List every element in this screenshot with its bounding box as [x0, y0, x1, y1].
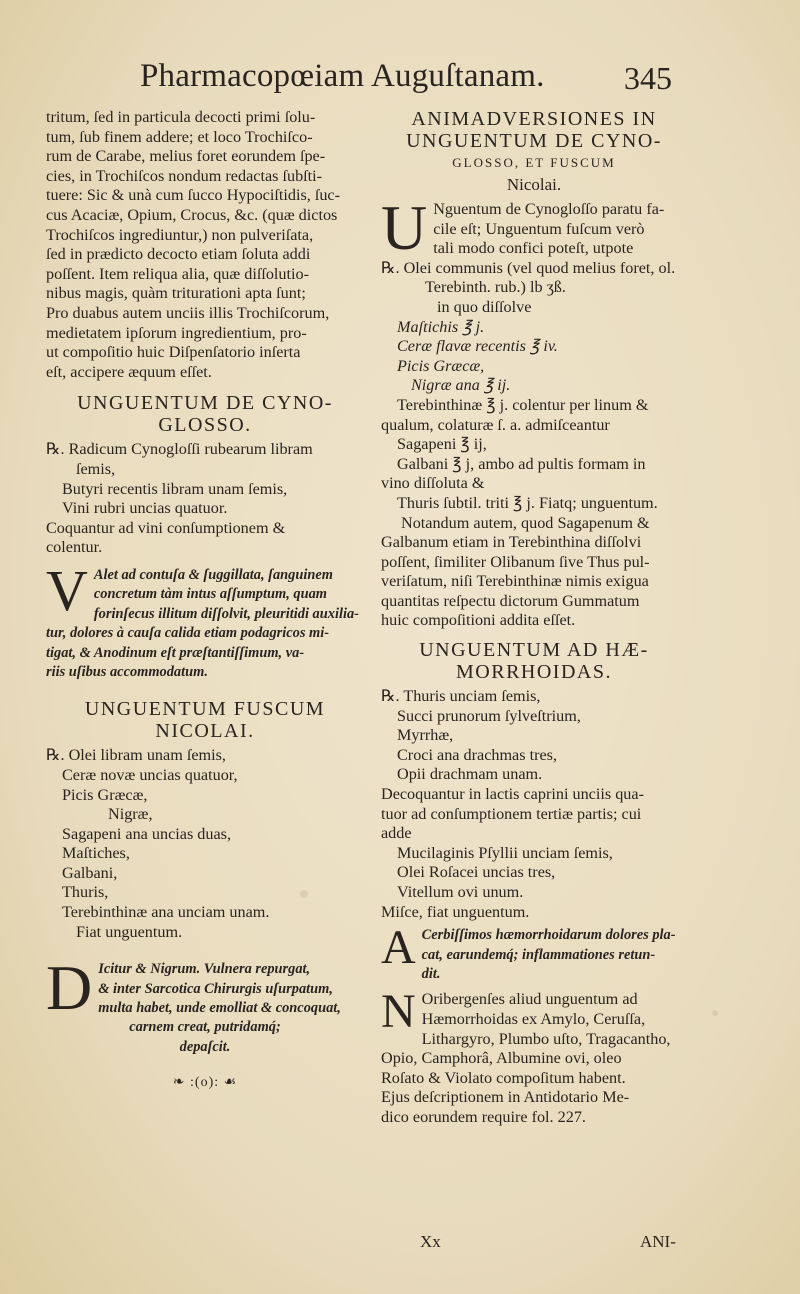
commentary-cynoglosso — [46, 557, 364, 682]
heading-line: UNGUENTUM DE CYNO- — [406, 130, 662, 152]
text-line: Roſato & Violato compoſitum habent. — [381, 1068, 626, 1087]
section-heading-animadversiones — [381, 108, 687, 196]
text-line: depaſcit. — [179, 1038, 231, 1055]
commentary-fuscum — [46, 952, 364, 1057]
animadversiones-body — [381, 192, 687, 631]
text-line: cus Acaciæ, Opium, Crocus, &c. (quæ dictos — [46, 205, 338, 224]
text-line: huic compoſitioni addita eſſet. — [381, 611, 576, 630]
left-column — [46, 108, 364, 1093]
recipe-line: Olei Roſacei uncias tres, — [397, 863, 556, 882]
recipe-line: Maſtichis ℥ j. — [397, 317, 485, 336]
recipe-line: Thuris ſubtil. triti ℥ j. Fiatq; unguentum. — [397, 493, 658, 512]
text-line: carnem creat, putridamq́; — [129, 1019, 281, 1036]
drop-capital: A — [381, 921, 416, 975]
text-line: veriſatum, niſi Terebinthinæ nimis exigua — [381, 572, 649, 591]
text-line: Alet ad contuſa & ſuggillata, ſanguinem — [93, 566, 333, 583]
text-line: Cerbiſſimos hæmorrhoidarum dolores pla- — [421, 927, 676, 944]
recipe-line: Vitellum ovi unum. — [397, 883, 524, 901]
recipe-line: ℞. Radicum Cynogloſſi rubearum libram — [46, 440, 313, 459]
text-line: dico eorundem require fol. 227. — [381, 1107, 586, 1126]
text-line: forinſecus illitum diſſolvit, pleuritidi auxilia- — [93, 605, 359, 622]
recipe-line: Maſtiches, — [62, 844, 130, 863]
text-line: Nguentum de Cynogloſſo paratu fa- — [433, 200, 665, 218]
recipe-line: vino diſſoluta & — [381, 474, 485, 493]
section-heading-fuscum — [46, 698, 364, 742]
text-line: ut compoſitio huic Diſpenſatorio inſerta — [46, 343, 301, 362]
page-number: 345 — [624, 60, 672, 96]
fleuron-ornament: ❧ :(o): ☙ — [172, 1075, 238, 1091]
recipe-line: Terebinth. rub.) lb ʒß. — [425, 278, 566, 297]
recipe-line: Miſce, fiat unguentum. — [381, 902, 530, 921]
text-line: Galbanum etiam in Terebinthina diſſolvi — [381, 533, 642, 552]
text-line: cies, in Trochiſcos nondum redactas ſubſti- — [46, 166, 323, 185]
recipe-line: Mucilaginis Pſyllii unciam ſemis, — [397, 843, 613, 862]
recipe-line: Decoquantur in lactis caprini unciis qua- — [381, 785, 644, 804]
text-line: multa habet, unde emolliat & concoquat, — [98, 1000, 341, 1017]
text-line: Hæmorrhoidas ex Amylo, Ceruſſa, — [421, 1010, 646, 1028]
recipe-line: Terebinthinæ ℥ j. colentur per linum & — [397, 395, 649, 414]
heading-line: NICOLAI. — [155, 720, 255, 743]
text-line: eſt, accipere æquum eſſet. — [46, 362, 212, 381]
recipe-line: Ceræ novæ uncias quatuor, — [62, 765, 238, 784]
text-line: tali modo confici poteſt, utpote — [433, 239, 634, 258]
text-line: Icitur & Nigrum. Vulnera repurgat, — [98, 961, 311, 978]
recipe-line: Picis Græcæ, — [397, 356, 485, 375]
noribergenses-paragraph — [381, 985, 687, 1127]
text-line: tritum, ſed in particula decocti primi ſolu- — [46, 108, 316, 126]
text-line: Lithargyro, Plumbo uſto, Tragacantho, — [421, 1029, 671, 1048]
recipe-line: Myrrhæ, — [397, 726, 454, 745]
recipe-line: Croci ana drachmas tres, — [397, 745, 558, 764]
recipe-line: Galbani ℥ j, ambo ad pultis formam in — [397, 454, 646, 473]
recipe-cynoglosso — [46, 440, 364, 558]
text-line: & inter Sarcotica Chirurgis uſurpatum, — [98, 980, 333, 997]
text-line: ſed in prædicto decocto etiam ſoluta addi — [46, 245, 311, 264]
text-line: tuere: Sic & unà cum ſucco Hypociſtidis, ſuc- — [46, 186, 340, 205]
recipe-line: Ceræ flavæ recentis ℥ iv. — [397, 337, 558, 356]
running-head: Pharmacopœiam Auguſtanam. — [140, 58, 545, 94]
recipe-line: tuor ad conſumptionem tertiæ partis; cui — [381, 804, 642, 823]
recipe-line: qualum, colaturæ ſ. a. admiſceantur — [381, 415, 610, 434]
recipe-fuscum — [46, 746, 364, 942]
commentary-haemorrhoidas — [381, 921, 687, 984]
text-line: riis uſibus accommodatum. — [46, 663, 208, 680]
recipe-line: colentur. — [46, 538, 103, 557]
recipe-line: Sagapeni ana uncias duas, — [62, 824, 232, 843]
intro-paragraph — [46, 108, 364, 382]
text-line: Opio, Camphorâ, Albumine ovi, oleo — [381, 1049, 622, 1068]
text-line: Ejus deſcriptionem in Antidotario Me- — [381, 1088, 630, 1107]
heading-line: ANIMADVERSIONES IN — [411, 108, 657, 130]
recipe-line: adde — [381, 824, 412, 843]
recipe-line: Opii drachmam unam. — [397, 765, 543, 784]
text-line: tum, ſub finem addere; et loco Trochiſco- — [46, 127, 313, 146]
text-line: Notandum autem, quod Sagapenum & — [401, 513, 650, 532]
text-line: nibus magis, quàm triturationi apta ſunt; — [46, 284, 306, 303]
drop-capital: V — [46, 557, 88, 623]
recipe-line: Succi prunorum ſylveſtrium, — [397, 706, 581, 725]
catchword: ANI- — [640, 1232, 676, 1251]
text-line: cat, earundemq́; inflammationes retun- — [421, 946, 656, 963]
recipe-line: Terebinthinæ ana unciam unam. — [62, 903, 270, 922]
foxing-spot — [712, 1010, 718, 1016]
text-line: medietatem ipſorum ingredientium, pro- — [46, 323, 307, 342]
recipe-line: in quo diſſolve — [437, 297, 532, 316]
recipe-line: Picis Græcæ, — [62, 785, 148, 804]
heading-line: Nicolai. — [506, 175, 562, 194]
recipe-line: Vini rubri uncias quatuor. — [62, 499, 228, 518]
recipe-line: ſemis, — [76, 459, 116, 478]
text-line: tur, dolores à cauſa calida etiam podagricos mi- — [46, 625, 330, 642]
recipe-haemorrhoidas — [381, 687, 687, 922]
section-heading-cynoglosso — [46, 392, 364, 436]
heading-line: GLOSSO, ET FUSCUM — [452, 155, 616, 170]
text-line: poſſent. Item reliqua alia, quæ diſſolutio- — [46, 264, 309, 283]
text-line: tigat, & Anodinum eſt præſtantiſſimum, va- — [46, 644, 305, 661]
recipe-line: Fiat unguentum. — [76, 922, 183, 941]
recipe-line: ℞. Olei libram unam ſemis, — [46, 746, 226, 765]
text-line: cile eſt; Unguentum fuſcum verò — [433, 219, 645, 238]
recipe-line: Galbani, — [62, 863, 118, 882]
drop-capital: U — [381, 192, 428, 263]
recipe-line: Coquantur ad vini conſumptionem & — [46, 518, 286, 537]
signature-mark: Xx — [420, 1232, 441, 1251]
heading-line: UNGUENTUM DE CYNO- — [77, 392, 333, 415]
recipe-line: Thuris, — [62, 883, 109, 902]
heading-line: MORRHOIDAS. — [456, 661, 612, 684]
text-line: quantitas reſpectu dictorum Gummatum — [381, 591, 640, 610]
text-line: Oribergenſes aliud unguentum ad — [421, 990, 638, 1009]
right-column — [381, 108, 687, 1128]
text-line: poſſent, ſimiliter Olibanum ſive Thus pul- — [381, 552, 650, 571]
text-line: Pro duabus autem unciis illis Trochiſcorum, — [46, 303, 330, 322]
text-line: concretum tàm intus aſſumptum, quam — [93, 586, 327, 603]
heading-line: UNGUENTUM AD HÆ- — [419, 639, 649, 662]
recipe-line: Sagapeni ℥ ij, — [397, 435, 487, 454]
heading-line: GLOSSO. — [158, 414, 252, 437]
recipe-line: Nigræ ana ℥ ij. — [411, 376, 511, 395]
text-line: dit. — [421, 966, 441, 982]
heading-line: UNGUENTUM FUSCUM — [84, 698, 326, 721]
text-line: rum de Carabe, melius foret eorundem ſpe- — [46, 147, 326, 166]
recipe-line: ℞. Olei communis (vel quod melius foret, ol. — [381, 258, 676, 277]
drop-capital: N — [381, 985, 416, 1039]
section-heading-haemorrhoidas — [381, 639, 687, 683]
recipe-line: Butyri recentis libram unam ſemis, — [62, 479, 288, 498]
text-line: Trochiſcos ingrediuntur,) non pulveriſata, — [46, 225, 314, 244]
recipe-line: Nigræ, — [108, 805, 153, 824]
drop-capital: D — [46, 952, 93, 1024]
recipe-line: ℞. Thuris unciam ſemis, — [381, 687, 541, 706]
